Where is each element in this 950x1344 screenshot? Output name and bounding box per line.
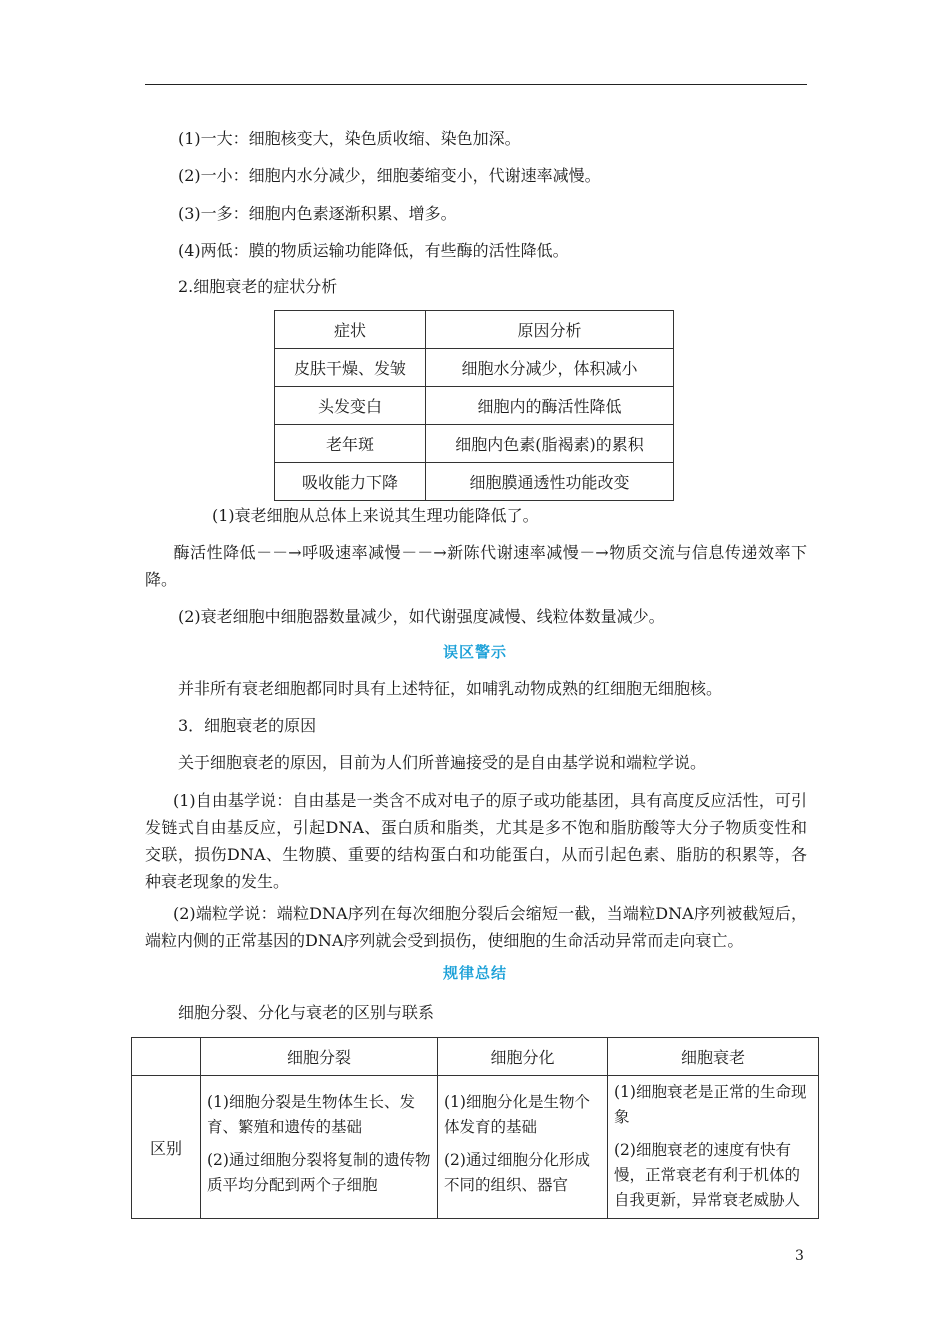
- symptom-cell: 皮肤干燥、发皱: [275, 349, 426, 387]
- symptom-cell: 吸收能力下降: [275, 463, 426, 501]
- free-radical-paragraph: [145, 787, 807, 895]
- cause-cell: 细胞内的酶活性降低: [426, 387, 674, 425]
- table-header-row: [275, 311, 674, 349]
- feature-3: (3)一多：细胞内色素逐渐积累、增多。: [178, 204, 457, 223]
- feature-1: (1)一大：细胞核变大，染色质收缩、染色加深。: [178, 129, 521, 148]
- cause-cell: 细胞膜通透性功能改变: [426, 463, 674, 501]
- aging-cell: [608, 1076, 819, 1219]
- section-3-title: 3．细胞衰老的原因: [178, 716, 317, 735]
- header-rule: [145, 84, 807, 85]
- free-radical-text: (1)自由基学说：自由基是一类含不成对电子的原子或功能基团，具有高度反应活性，可引发链式自由基反应，引起DNA、蛋白质和脂类，尤其是多不饱和脂肪酸等大分子物质变性和交联，损伤DNA、生物膜、重要的结构蛋白和功能蛋白，从而引起色素、脂肪的积累等，各种衰老现象的发生。: [145, 791, 807, 891]
- chain-paragraph: [145, 539, 807, 593]
- header-cell: 原因分析: [426, 311, 674, 349]
- table-row: [275, 425, 674, 463]
- telomere-paragraph: [145, 900, 807, 954]
- differentiation-point-1: (1)细胞分化是生物个体发育的基础: [444, 1093, 590, 1136]
- table-row: [275, 349, 674, 387]
- table-row: [275, 387, 674, 425]
- header-cell: 细胞分化: [438, 1038, 608, 1076]
- table-row: [132, 1076, 819, 1219]
- division-point-1: (1)细胞分裂是生物体生长、发育、繁殖和遗传的基础: [207, 1093, 415, 1136]
- header-cell: 细胞分裂: [201, 1038, 438, 1076]
- cause-cell: 细胞水分减少，体积减小: [426, 349, 674, 387]
- symptom-table: [274, 310, 674, 501]
- differentiation-cell: [438, 1076, 608, 1219]
- header-cell: [132, 1038, 201, 1076]
- row-label: 区别: [132, 1076, 201, 1219]
- section-2-title: 2.细胞衰老的症状分析: [178, 277, 338, 296]
- summary-banner: 规律总结: [442, 964, 507, 982]
- differentiation-point-2: (2)通过细胞分化形成不同的组织、器官: [444, 1151, 590, 1194]
- feature-2: (2)一小：细胞内水分减少，细胞萎缩变小，代谢速率减慢。: [178, 166, 601, 185]
- table-header-row: [132, 1038, 819, 1076]
- page-number: 3: [795, 1248, 804, 1264]
- telomere-text: (2)端粒学说：端粒DNA序列在每次细胞分裂后会缩短一截，当端粒DNA序列被截短后，端粒内侧的正常基因的DNA序列就会受到损伤，使细胞的生命活动异常而走向衰亡。: [145, 904, 807, 950]
- summary-title: 细胞分裂、分化与衰老的区别与联系: [178, 1003, 435, 1022]
- section-3-intro: 关于细胞衰老的原因，目前为人们所普遍接受的是自由基学说和端粒学说。: [178, 753, 707, 772]
- warning-text: 并非所有衰老细胞都同时具有上述特征，如哺乳动物成熟的红细胞无细胞核。: [178, 679, 723, 698]
- header-cell: 细胞衰老: [608, 1038, 819, 1076]
- misconception-banner: 误区警示: [442, 643, 507, 661]
- chain-text: 酶活性降低－－→呼吸速率减慢－－→新陈代谢速率减慢－→物质交流与信息传递效率下降。: [145, 543, 807, 589]
- analysis-2: (2)衰老细胞中细胞器数量减少，如代谢强度减慢、线粒体数量减少。: [178, 607, 665, 626]
- analysis-1: (1)衰老细胞从总体上来说其生理功能降低了。: [212, 506, 539, 525]
- aging-point-1: (1)细胞衰老是正常的生命现象: [614, 1083, 807, 1126]
- division-point-2: (2)通过细胞分裂将复制的遗传物质平均分配到两个子细胞: [207, 1151, 431, 1194]
- aging-point-2: (2)细胞衰老的速度有快有慢，正常衰老有利于机体的自我更新，异常衰老威胁人: [614, 1141, 801, 1209]
- comparison-table: [131, 1037, 819, 1219]
- header-cell: 症状: [275, 311, 426, 349]
- feature-4: (4)两低：膜的物质运输功能降低，有些酶的活性降低。: [178, 241, 569, 260]
- symptom-cell: 头发变白: [275, 387, 426, 425]
- division-cell: [201, 1076, 438, 1219]
- symptom-cell: 老年斑: [275, 425, 426, 463]
- table-row: [275, 463, 674, 501]
- cause-cell: 细胞内色素(脂褐素)的累积: [426, 425, 674, 463]
